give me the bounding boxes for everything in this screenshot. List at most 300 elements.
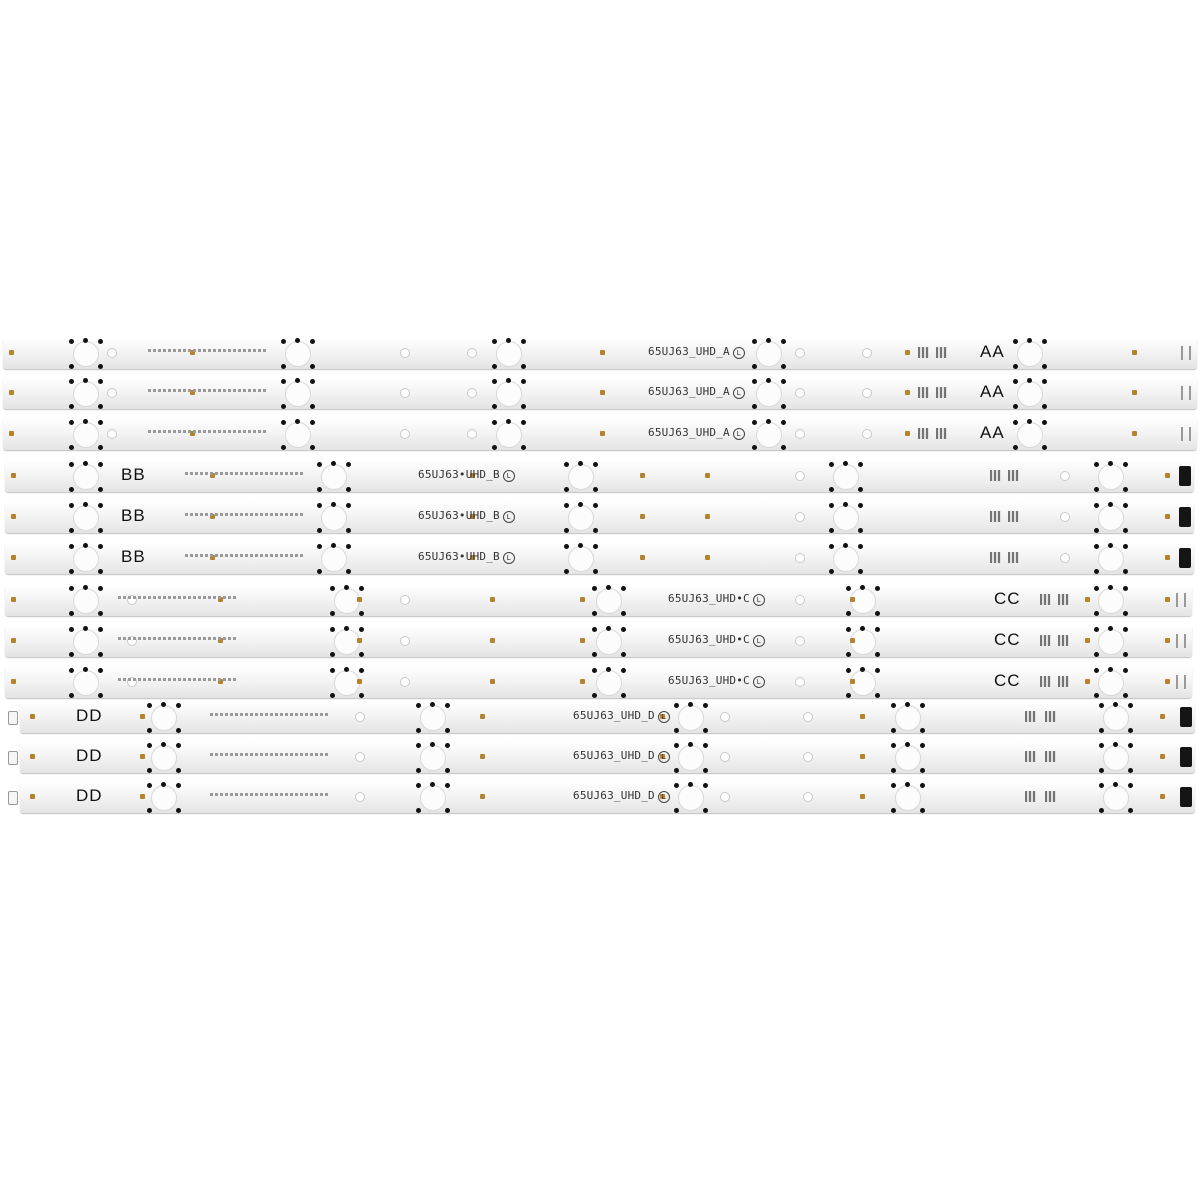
led-lens [496,341,522,367]
mount-dot [1113,742,1118,747]
mount-dot [891,808,896,813]
strip-model-label [418,509,515,523]
smd-component [1165,597,1170,602]
mount-dot [492,364,497,369]
mounting-hole [795,471,805,481]
led-lens [678,785,704,811]
mount-dot [860,585,865,590]
mount-dot [344,667,349,672]
mount-dot [1128,703,1133,708]
smd-component [480,794,485,799]
led-lens [568,546,594,572]
mount-dot [98,652,103,657]
strip-model-label [668,633,765,647]
mount-dot [83,419,88,424]
mount-dot [98,462,103,467]
mount-dot [843,502,848,507]
mount-dot [330,652,335,657]
mount-dot [905,782,910,787]
smd-component [11,473,16,478]
data-matrix-code [1025,791,1036,802]
mount-dot [317,544,322,549]
mounting-hole [795,553,805,563]
led-lens [1098,546,1124,572]
mount-dot [592,611,597,616]
mount-dot [445,768,450,773]
mount-dot [578,461,583,466]
connector [1179,548,1191,568]
mount-dot [1113,702,1118,707]
mount-dot [1094,611,1099,616]
mount-dot [1094,668,1099,673]
mount-dot [1027,338,1032,343]
mount-dot [1108,543,1113,548]
mount-dot [1128,808,1133,813]
smd-component [1085,638,1090,643]
mount-dot [1099,728,1104,733]
mount-dot [1013,420,1018,425]
mount-dot [905,742,910,747]
led-lens [895,705,921,731]
fine-print [148,430,268,433]
led-lens [285,341,311,367]
led-lens [1098,629,1124,655]
led-lens [496,381,522,407]
mount-dot [69,668,74,673]
connector [1180,787,1192,807]
mount-dot [875,586,880,591]
led-lens [285,381,311,407]
smd-component [9,431,14,436]
mount-dot [1042,339,1047,344]
mount-dot [564,503,569,508]
led-lens [73,546,99,572]
smd-component [357,679,362,684]
mount-dot [69,503,74,508]
mount-dot [98,611,103,616]
smd-component [9,390,14,395]
mounting-hole [795,429,805,439]
mount-dot [521,404,526,409]
connector [1180,747,1192,767]
smd-component [1132,431,1137,436]
connector-pins [1176,634,1186,648]
mount-dot [1099,703,1104,708]
mount-dot [858,503,863,508]
smd-component [1132,390,1137,395]
led-lens [151,745,177,771]
mount-dot [1013,445,1018,450]
strip-model-label [668,592,765,606]
mount-dot [860,667,865,672]
mount-dot [752,445,757,450]
led-strip [20,701,1195,733]
smd-component [140,754,145,759]
led-lens [1103,785,1129,811]
mount-dot [858,462,863,467]
mount-dot [766,419,771,424]
mount-dot [317,503,322,508]
mount-dot [858,544,863,549]
mount-dot [781,364,786,369]
mount-dot [858,569,863,574]
mount-dot [445,783,450,788]
strip-model-label [573,709,670,723]
data-matrix-code [936,428,947,439]
mount-dot [1123,652,1128,657]
strip-model-text: 65UJ63_UHD_A [648,426,730,439]
mount-dot [1027,419,1032,424]
mount-dot [147,743,152,748]
mount-dot [592,652,597,657]
side-mark: L [733,347,745,359]
mount-dot [176,808,181,813]
mount-dot [1094,586,1099,591]
mount-dot [766,338,771,343]
mount-dot [445,703,450,708]
smd-component [480,714,485,719]
mount-dot [1128,783,1133,788]
strip-group-label: CC [994,589,1021,608]
strip-group-label: DD [76,706,103,725]
side-mark: L [503,552,515,564]
mount-dot [846,586,851,591]
fine-print [118,637,238,640]
led-strip [3,377,1197,409]
data-matrix-code [1040,594,1051,605]
smd-component [705,473,710,478]
mount-dot [147,808,152,813]
connector-stub [8,751,18,765]
mounting-hole [107,348,117,358]
mount-dot [1128,743,1133,748]
mount-dot [621,652,626,657]
led-lens [596,629,622,655]
mount-dot [1108,585,1113,590]
led-lens [568,464,594,490]
smd-component [860,714,865,719]
smd-component [490,597,495,602]
mount-dot [1123,462,1128,467]
mount-dot [310,364,315,369]
data-matrix-code [990,470,1001,481]
mounting-hole [355,752,365,762]
strip-model-label [573,789,670,803]
strip-group-label: AA [980,382,1005,401]
smd-component [1160,794,1165,799]
mount-dot [781,404,786,409]
mount-dot [1042,445,1047,450]
data-matrix-code [1058,594,1069,605]
mount-dot [310,420,315,425]
mount-dot [1099,768,1104,773]
mounting-hole [1060,512,1070,522]
mount-dot [295,419,300,424]
mount-dot [69,364,74,369]
mounting-hole [467,388,477,398]
mounting-hole [795,595,805,605]
mount-dot [176,703,181,708]
mount-dot [281,379,286,384]
smd-component [9,350,14,355]
mount-dot [564,544,569,549]
mount-dot [69,693,74,698]
smd-component [1132,350,1137,355]
strip-model-text: 65UJ63_UHD•C [668,592,750,605]
mount-dot [161,782,166,787]
mount-dot [1042,364,1047,369]
led-lens [321,505,347,531]
led-strip [5,584,1192,616]
mount-dot [891,768,896,773]
mount-dot [1099,783,1104,788]
mount-dot [846,627,851,632]
mount-dot [1123,627,1128,632]
mounting-hole [862,388,872,398]
mount-dot [98,569,103,574]
mount-dot [752,404,757,409]
mount-dot [621,611,626,616]
led-lens [1098,670,1124,696]
fine-print [185,513,305,516]
connector-pins [1181,346,1191,360]
mount-dot [69,528,74,533]
mount-dot [1128,728,1133,733]
mounting-hole [803,752,813,762]
mount-dot [83,338,88,343]
mount-dot [147,768,152,773]
mount-dot [1123,611,1128,616]
led-lens [73,588,99,614]
mount-dot [781,445,786,450]
mount-dot [703,768,708,773]
data-matrix-code [918,387,929,398]
mounting-hole [795,388,805,398]
mount-dot [846,611,851,616]
mount-dot [920,728,925,733]
led-lens [420,785,446,811]
mount-dot [1123,569,1128,574]
led-lens [895,785,921,811]
side-mark: L [658,791,670,803]
mount-dot [674,728,679,733]
led-lens [420,745,446,771]
smd-component [580,679,585,684]
mount-dot [359,693,364,698]
mount-dot [860,626,865,631]
mounting-hole [400,429,410,439]
mount-dot [781,420,786,425]
mount-dot [346,528,351,533]
fine-print [148,349,268,352]
mount-dot [920,808,925,813]
data-matrix-code [1008,552,1019,563]
smd-component [850,638,855,643]
mount-dot [674,743,679,748]
mount-dot [606,626,611,631]
smd-component [705,514,710,519]
led-lens [73,670,99,696]
mount-dot [621,627,626,632]
smd-component [1165,555,1170,560]
data-matrix-code [918,347,929,358]
mount-dot [317,569,322,574]
mount-dot [317,462,322,467]
mount-dot [69,462,74,467]
mount-dot [891,783,896,788]
smd-component [1165,473,1170,478]
mount-dot [703,728,708,733]
mount-dot [69,627,74,632]
led-lens [1098,464,1124,490]
mount-dot [1013,364,1018,369]
led-lens [833,546,859,572]
mount-dot [875,627,880,632]
mount-dot [1099,808,1104,813]
mount-dot [752,339,757,344]
mount-dot [98,503,103,508]
mount-dot [875,611,880,616]
mount-dot [593,487,598,492]
mount-dot [592,627,597,632]
mount-dot [606,667,611,672]
mount-dot [875,652,880,657]
mount-dot [416,783,421,788]
mount-dot [359,627,364,632]
mount-dot [430,702,435,707]
mount-dot [592,586,597,591]
mount-dot [492,339,497,344]
data-matrix-code [936,387,947,398]
mounting-hole [355,712,365,722]
mounting-hole [795,348,805,358]
connector-stub [8,791,18,805]
strip-group-label: CC [994,671,1021,690]
mount-dot [416,808,421,813]
mount-dot [858,528,863,533]
mount-dot [98,379,103,384]
mount-dot [161,742,166,747]
mount-dot [445,743,450,748]
mount-dot [1123,586,1128,591]
mount-dot [1123,693,1128,698]
smd-component [905,350,910,355]
side-mark: L [753,635,765,647]
mount-dot [1094,528,1099,533]
mount-dot [593,503,598,508]
mount-dot [430,782,435,787]
strip-group-label: BB [121,506,146,525]
strip-model-text: 65UJ63_UHD_D [573,709,655,722]
mount-dot [492,420,497,425]
mount-dot [1094,652,1099,657]
fine-print [210,753,330,756]
mount-dot [1094,487,1099,492]
mounting-hole [720,792,730,802]
mount-dot [621,586,626,591]
mount-dot [331,543,336,548]
connector-pins [1181,427,1191,441]
mount-dot [98,627,103,632]
mount-dot [344,626,349,631]
strip-model-text: 65UJ63_UHD_D [573,789,655,802]
smd-component [705,555,710,560]
mount-dot [176,783,181,788]
fine-print [148,389,268,392]
mount-dot [330,611,335,616]
smd-component [11,679,16,684]
data-matrix-code [1008,470,1019,481]
led-strip [5,666,1192,698]
mount-dot [506,338,511,343]
led-strip [5,460,1194,492]
mount-dot [69,420,74,425]
data-matrix-code [1045,711,1056,722]
smd-component [1085,597,1090,602]
smd-component [30,714,35,719]
data-matrix-code [1058,676,1069,687]
strip-group-label: DD [76,786,103,805]
mount-dot [1094,462,1099,467]
mount-dot [1108,626,1113,631]
mount-dot [593,462,598,467]
mount-dot [752,379,757,384]
mounting-hole [107,388,117,398]
mount-dot [344,585,349,590]
data-matrix-code [1058,635,1069,646]
strip-group-label: BB [121,547,146,566]
mount-dot [703,703,708,708]
mount-dot [920,743,925,748]
led-strip [5,625,1192,657]
led-lens [1098,505,1124,531]
mount-dot [69,404,74,409]
smd-component [850,679,855,684]
mount-dot [98,339,103,344]
mount-dot [920,783,925,788]
smd-component [1165,514,1170,519]
smd-component [860,794,865,799]
mount-dot [83,543,88,548]
data-matrix-code [990,511,1001,522]
smd-component [640,514,645,519]
mount-dot [430,742,435,747]
mount-dot [98,445,103,450]
led-strip [3,418,1197,450]
mount-dot [846,668,851,673]
mount-dot [564,462,569,467]
mount-dot [593,569,598,574]
data-matrix-code [1040,676,1051,687]
mount-dot [1123,487,1128,492]
mount-dot [83,626,88,631]
mount-dot [1099,743,1104,748]
mount-dot [346,503,351,508]
mount-dot [752,420,757,425]
mount-dot [621,693,626,698]
data-matrix-code [1045,751,1056,762]
strip-model-label [648,345,745,359]
connector [1179,507,1191,527]
mount-dot [564,528,569,533]
smd-component [480,754,485,759]
mount-dot [829,487,834,492]
mount-dot [1108,461,1113,466]
smd-component [140,714,145,719]
mount-dot [1108,667,1113,672]
smd-component [11,638,16,643]
mount-dot [688,702,693,707]
